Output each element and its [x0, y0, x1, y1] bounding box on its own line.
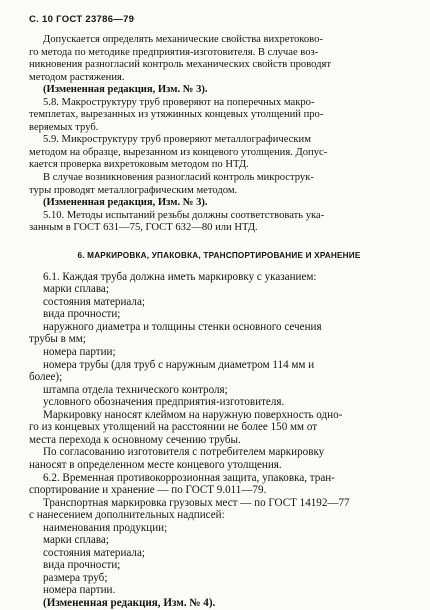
revision-note: (Измененная редакция, Изм. № 3). — [43, 84, 208, 96]
page-header: С. 10 ГОСТ 23786—79 — [29, 14, 135, 25]
list-item: более); — [29, 371, 63, 384]
paragraph-5-10: 5.10. Методы испытаний резьбы должны соответствовать ука- — [43, 209, 325, 221]
paragraph-line: темплетах, вырезанных из утяжинных концевых утолщений про- — [29, 109, 324, 121]
paragraph-line: В случае возникновения разногласий контроль микрострук- — [43, 172, 314, 184]
document-body — [29, 34, 409, 610]
paragraph-line: веряемых труб. — [29, 121, 99, 133]
paragraph-6-2: 6.2. Временная противокоррозионная защита, упаковка, тран- — [43, 471, 335, 484]
list-item: условного обозначения предприятия-изготовителя. — [43, 396, 285, 409]
paragraph-line: занным в ГОСТ 631—75, ГОСТ 632—80 или НТД. — [29, 222, 258, 234]
paragraph-line: го из концевых утолщений на расстоянии не более 150 мм от — [29, 421, 318, 434]
list-item: трубы в мм; — [29, 333, 86, 346]
revision-note: (Измененная редакция, Изм. № 3). — [43, 197, 208, 209]
section-heading: 6. МАРКИРОВКА, УПАКОВКА, ТРАНСПОРТИРОВАНИЕ И ХРАНЕНИЕ — [77, 250, 361, 260]
paragraph-line: го метода по методике предприятия-изготовителя. В случае воз- — [29, 46, 319, 58]
paragraph-6-1: 6.1. Каждая труба должна иметь маркировку с указанием: — [43, 270, 317, 283]
paragraph-line: Допускается определять механические свойства вихретоково- — [43, 34, 323, 45]
list-item: марки сплава; — [43, 283, 109, 296]
list-item: состояния материала; — [43, 546, 145, 559]
paragraph-line: наносят в определенном месте концевого утолщения. — [29, 458, 282, 471]
list-item: штампа отдела технического контроля; — [43, 383, 228, 396]
paragraph-line: методом на образце, вырезанном из концевого утолщения. Допус- — [29, 146, 328, 158]
list-item: состояния материала; — [43, 295, 145, 308]
list-item: наружного диаметра и толщины стенки основного сечения — [43, 320, 322, 333]
paragraph-line: с нанесением дополнительных надписей: — [29, 509, 225, 522]
paragraph-line: кается проверка вихретоковым методом по НТД. — [29, 159, 249, 171]
list-item: номера трубы (для труб с наружным диаметром 114 мм и — [43, 358, 315, 371]
revision-note: (Измененная редакция, Изм. № 4). — [43, 596, 216, 609]
list-item: номера партии. — [43, 584, 116, 597]
paragraph-line: никновения разногласий контроль механических свойств проводят — [29, 59, 332, 71]
paragraph-5-9: 5.9. Микроструктуру труб проверяют металлографическим — [43, 134, 311, 146]
paragraph-line: туры проводят металлографическим методом. — [29, 184, 238, 196]
list-item: марки сплава; — [43, 534, 109, 547]
list-item: номера партии; — [43, 346, 116, 359]
list-item: вида прочности; — [43, 559, 121, 572]
paragraph-5-8: 5.8. Макроструктуру труб проверяют на поперечных макро- — [43, 96, 315, 108]
paragraph-line: методом растяжения. — [29, 71, 125, 83]
paragraph-line: По согласованию изготовителя с потребителем маркировку — [43, 446, 325, 459]
list-item: размера труб; — [43, 571, 108, 584]
paragraph-line: Транспортная маркировка грузовых мест — по ГОСТ 14192—77 — [43, 496, 350, 509]
list-item: наименования продукции; — [43, 521, 168, 534]
list-item: вида прочности; — [43, 308, 121, 321]
paragraph-line: места перехода к основному сечению трубы. — [29, 433, 241, 446]
paragraph-line: Маркировку наносят клеймом на наружную поверхность одно- — [43, 408, 343, 421]
paragraph-line: спортирование и хранение — по ГОСТ 9.011—79. — [29, 484, 267, 497]
